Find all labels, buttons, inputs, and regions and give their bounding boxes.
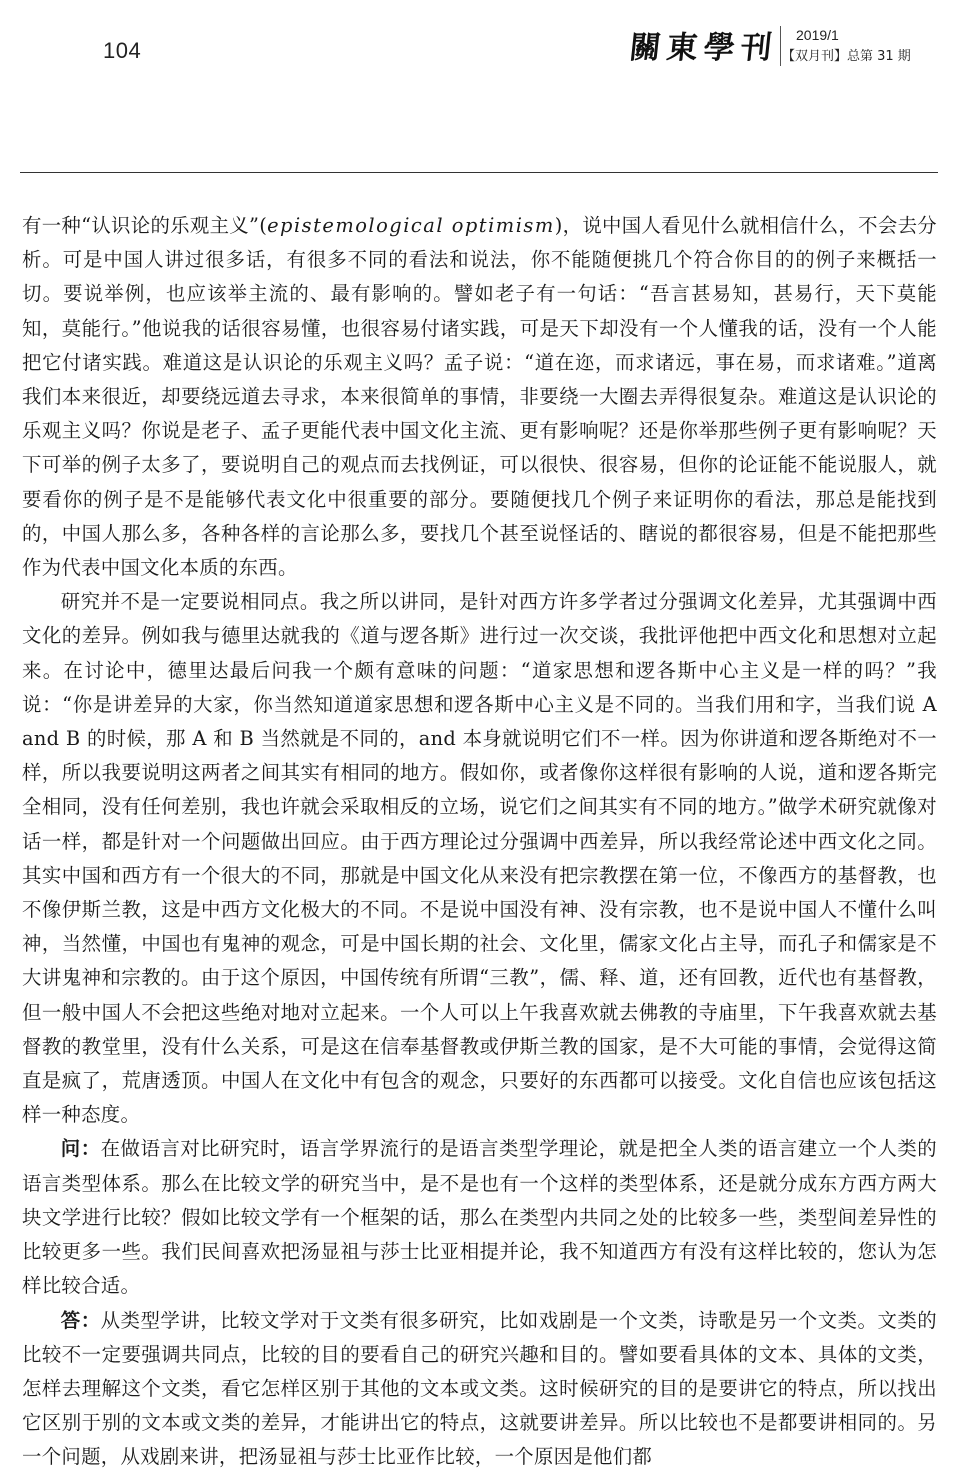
question-label: 问： bbox=[60, 1137, 101, 1161]
paragraph-2: 研究并不是一定要说相同点。我之所以讲同，是针对西方许多学者过分强调文化差异，尤其强调中西文化的差异。例如我与德里达就我的《道与逻各斯》进行过一次交谈，我批评他把中西文化和思想对立起来。在讨论中，德里达最后问我一个颇有意味的问题：“道家思想和逻各斯中心主义是一样的吗？”我说：“你是讲差异的大家，你当然知道道家思想和逻各斯中心主义是不同的。当我们用和字，当我们说 A and B 的时候，那 A 和 B 当然就是不同的，and 本身就说明它们不一样。因为你讲道和逻各斯绝对不一样，所以我要说明这两者之间其实有相同的地方。假如你，或者像你这样很有影响的人说，道和逻各斯完全相同，没有任何差别，我也许就会采取相反的立场，说它们之间其实有不同的地方。”做学术研究就像对话一样，都是针对一个问题做出回应。由于西方理论过分强调中西差异，所以我经常论述中西文化之同。其实中国和西方有一个很大的不同，那就是中国文化从来没有把宗教摆在第一位，不像西方的基督教，也不像伊斯兰教，这是中西方文化极大的不同。不是说中国没有神、没有宗教，也不是说中国人不懂什么叫神，当然懂，中国也有鬼神的观念，可是中国长期的社会、文化里，儒家文化占主导，而孔子和儒家是不大讲鬼神和宗教的。由于这个原因，中国传统有所谓“三教”，儒、释、道，还有回教，近代也有基督教，但一般中国人不会把这些绝对地对立起来。一个人可以上午我喜欢就去佛教的寺庙里，下午我喜欢就去基督教的教堂里，没有什么关系，可是这在信奉基督教或伊斯兰教的国家，是不大可能的事情，会觉得这简直是疯了，荒唐透顶。中国人在文化中有包含的观念，只要好的东西都可以接受。文化自信也应该包括这样一种态度。 bbox=[22, 590, 937, 1127]
paragraph-1-text-end: )，说中国人看见什么就相信什么，不会去分析。可是中国人讲过很多话，有很多不同的看法和说法，你不能随便挑几个符合你目的的例子来概括一切。要说举例，也应该举主流的、最有影响的。譬如老子有一句话：“吾言甚易知，甚易行，天下莫能知，莫能行。”他说我的话很容易懂，也很容易付诸实践，可是天下却没有一个人懂我的话，没有一个人能把它付诸实践。难道这是认识论的乐观主义吗？孟子说：“道在迩，而求诸远，事在易，而求诸难。”道离我们本来很近，却要绕远道去寻求，本来很简单的事情，非要绕一大圈去弄得很复杂。难道这是认识论的乐观主义吗？你说是老子、孟子更能代表中国文化主流、更有影响呢？还是你举那些例子更有影响呢？天下可举的例子太多了，要说明自己的观点而去找例证，可以很快、很容易，但你的论证能不能说服人，就要看你的例子是不是能够代表文化中很重要的部分。要随便找几个例子来证明你的看法，那总是能找到的，中国人那么多，各种各样的言论那么多，要找几个甚至说怪话的、瞎说的都很容易，但是不能把那些作为代表中国文化本质的东西。 bbox=[22, 214, 937, 580]
journal-title: 關東學刊 bbox=[627, 30, 780, 66]
question-paragraph bbox=[22, 1132, 937, 1303]
paragraph-1 bbox=[22, 209, 937, 585]
answer-label: 答： bbox=[60, 1308, 101, 1332]
italic-term: epistemological optimism bbox=[267, 214, 555, 237]
header-divider bbox=[780, 26, 781, 66]
page-number: 104 bbox=[103, 38, 142, 63]
article-body bbox=[22, 209, 937, 1475]
issue-info: 【双月刊】总第 31 期 bbox=[782, 49, 911, 64]
paragraph-1-text-start: 有一种“认识论的乐观主义”( bbox=[22, 214, 268, 237]
answer-text: 从类型学讲，比较文学对于文类有很多研究，比如戏剧是一个文类，诗歌是另一个文类。文类的比较不一定要强调共同点，比较的目的要看自己的研究兴趣和目的。譬如要看具体的文本、具体的文类，怎样去理解这个文类，看它怎样区别于其他的文本或文类。这时候研究的目的是要讲它的特点，所以找出它区别于别的文本或文类的差异，才能讲出它的特点，这就要讲差异。所以比较也不是都要讲相同的。另一个问题，从戏剧来讲，把汤显祖与莎士比亚作比较，一个原因是他们都 bbox=[22, 1308, 937, 1469]
header-rule bbox=[20, 172, 938, 173]
issue-year: 2019/1 bbox=[796, 27, 839, 43]
question-text: 在做语言对比研究时，语言学界流行的是语言类型学理论，就是把全人类的语言建立一个人类的语言类型体系。那么在比较文学的研究当中，是不是也有一个这样的类型体系，还是就分成东方西方两大块文学进行比较？假如比较文学有一个框架的话，那么在类型内共同之处的比较多一些，类型间差异性的比较更多一些。我们民间喜欢把汤显祖与莎士比亚相提并论，我不知道西方有没有这样比较的，您认为怎样比较合适。 bbox=[22, 1137, 937, 1298]
answer-paragraph bbox=[22, 1304, 937, 1475]
